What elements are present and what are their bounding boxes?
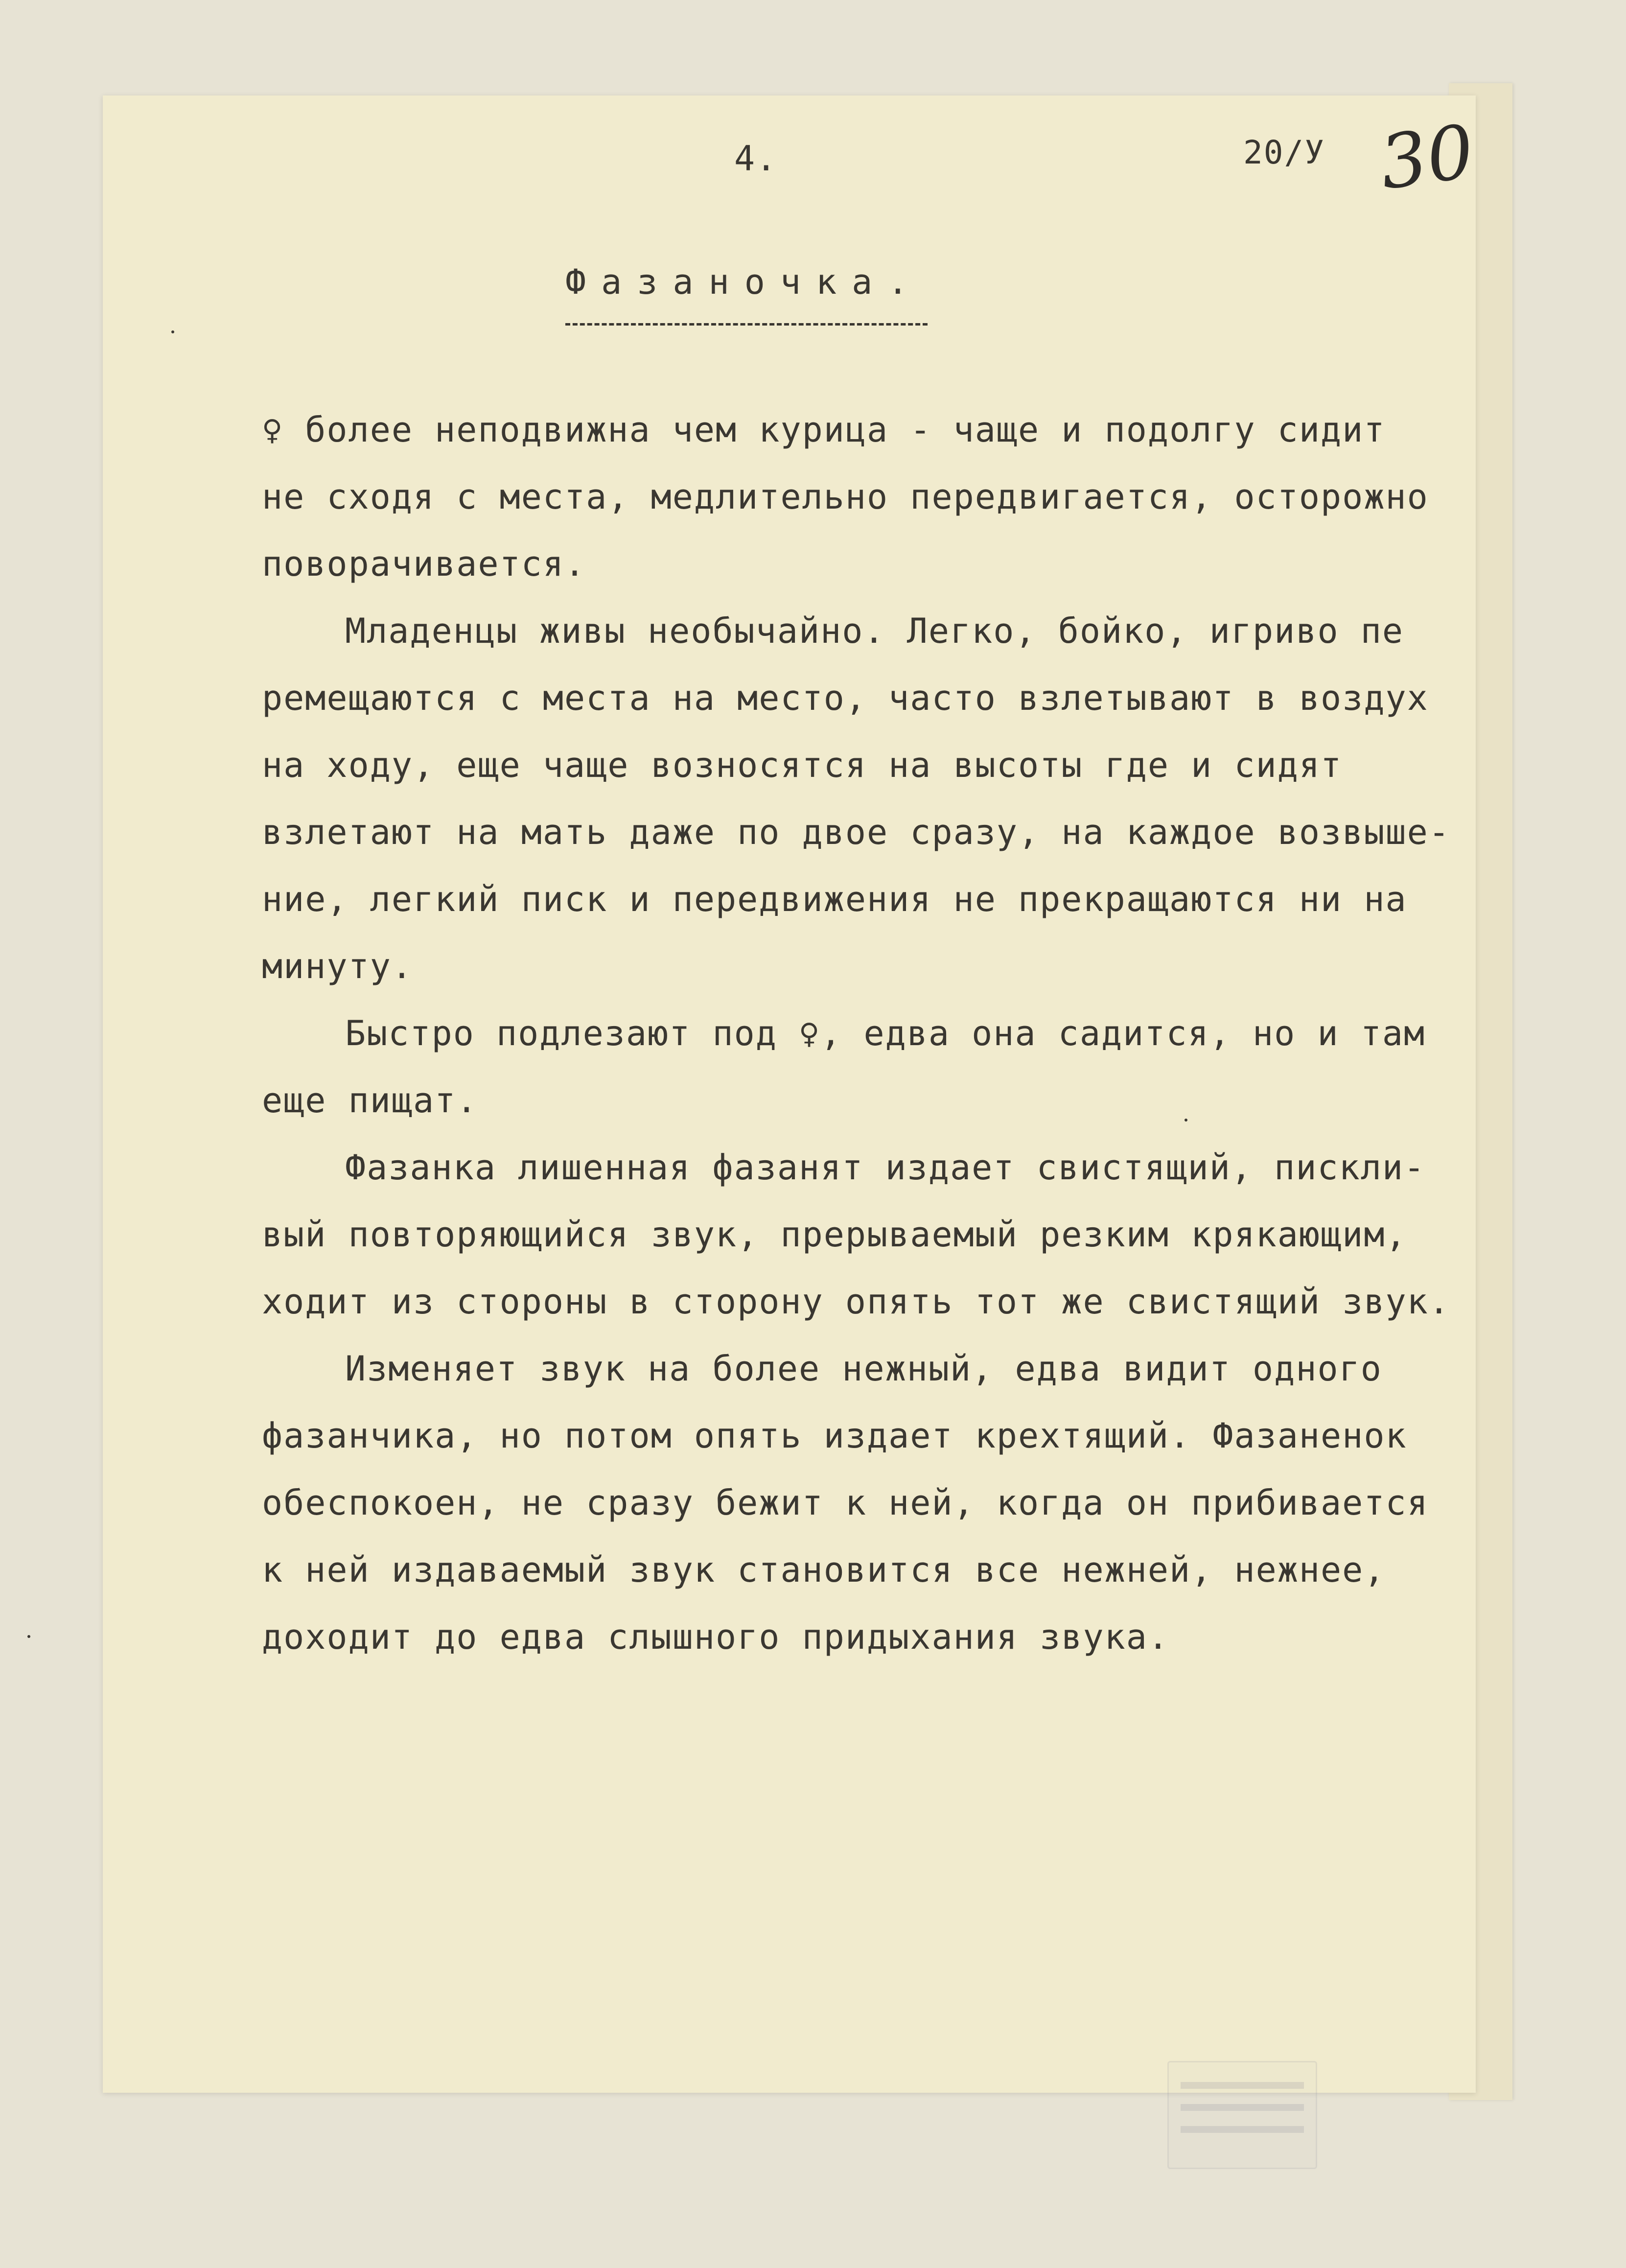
text-line: Быстро подлезают под ♀, едва она садится, но и там (345, 1013, 1426, 1053)
text-line: фазанчика, но потом опять издает крехтящий. Фазаненок (262, 1416, 1407, 1456)
text-line: ние, легкий писк и передвижения не прекращаются ни на (262, 879, 1407, 919)
text-line: Изменяет звук на более нежный, едва видит одного (345, 1349, 1382, 1389)
text-line: ходит из стороны в сторону опять тот же свистящий звук. (262, 1282, 1450, 1322)
scan-speck (27, 1635, 30, 1638)
text-line: на ходу, еще чаще возносятся на высоты где и сидят (262, 745, 1343, 785)
text-line: взлетают на мать даже по двое сразу, на каждое возвыше- (262, 812, 1450, 852)
text-line: обеспокоен, не сразу бежит к ней, когда он прибивается (262, 1483, 1429, 1523)
paragraph-5 (262, 1335, 1466, 1671)
document-title: Фазаночка. (565, 262, 924, 302)
text-line: Младенцы живы необычайно. Легко, бойко, игриво пе (345, 611, 1404, 651)
title-underline (565, 323, 928, 326)
stamp-line (1181, 2082, 1304, 2089)
handwritten-folio-number: 30 (1374, 109, 1480, 207)
paper-speck (1185, 1119, 1187, 1122)
paragraph-3 (262, 1000, 1466, 1134)
text-line: минуту. (262, 946, 414, 986)
paragraph-4 (262, 1134, 1466, 1335)
page-number: 4. (734, 139, 778, 179)
text-line: не сходя с места, медлительно передвигается, осторожно (262, 477, 1429, 517)
text-line: к ней издаваемый звук становится все нежней, нежнее, (262, 1550, 1386, 1590)
text-line: вый повторяющийся звук, прерываемый резким крякающим, (262, 1215, 1407, 1255)
text-line: еще пищат. (262, 1080, 478, 1121)
text-line: поворачивается. (262, 544, 586, 584)
paragraph-2 (262, 598, 1466, 1000)
paragraph-1 (262, 397, 1466, 598)
reference-number: 20/У (1243, 134, 1325, 171)
text-line: ♀ более неподвижна чем курица - чаще и подолгу сидит (262, 410, 1386, 450)
document-page (103, 95, 1480, 2093)
text-line: Фазанка лишенная фазанят издает свистящий, пискли- (345, 1147, 1426, 1188)
faded-archive-stamp (1167, 2061, 1317, 2169)
text-line: ремещаются с места на место, часто взлетывают в воздух (262, 678, 1429, 718)
text-line: доходит до едва слышного придыхания звука. (262, 1617, 1170, 1657)
stamp-line (1181, 2104, 1304, 2111)
stamp-line (1181, 2126, 1304, 2133)
document-body (262, 397, 1466, 1671)
paper-speck (171, 330, 174, 333)
